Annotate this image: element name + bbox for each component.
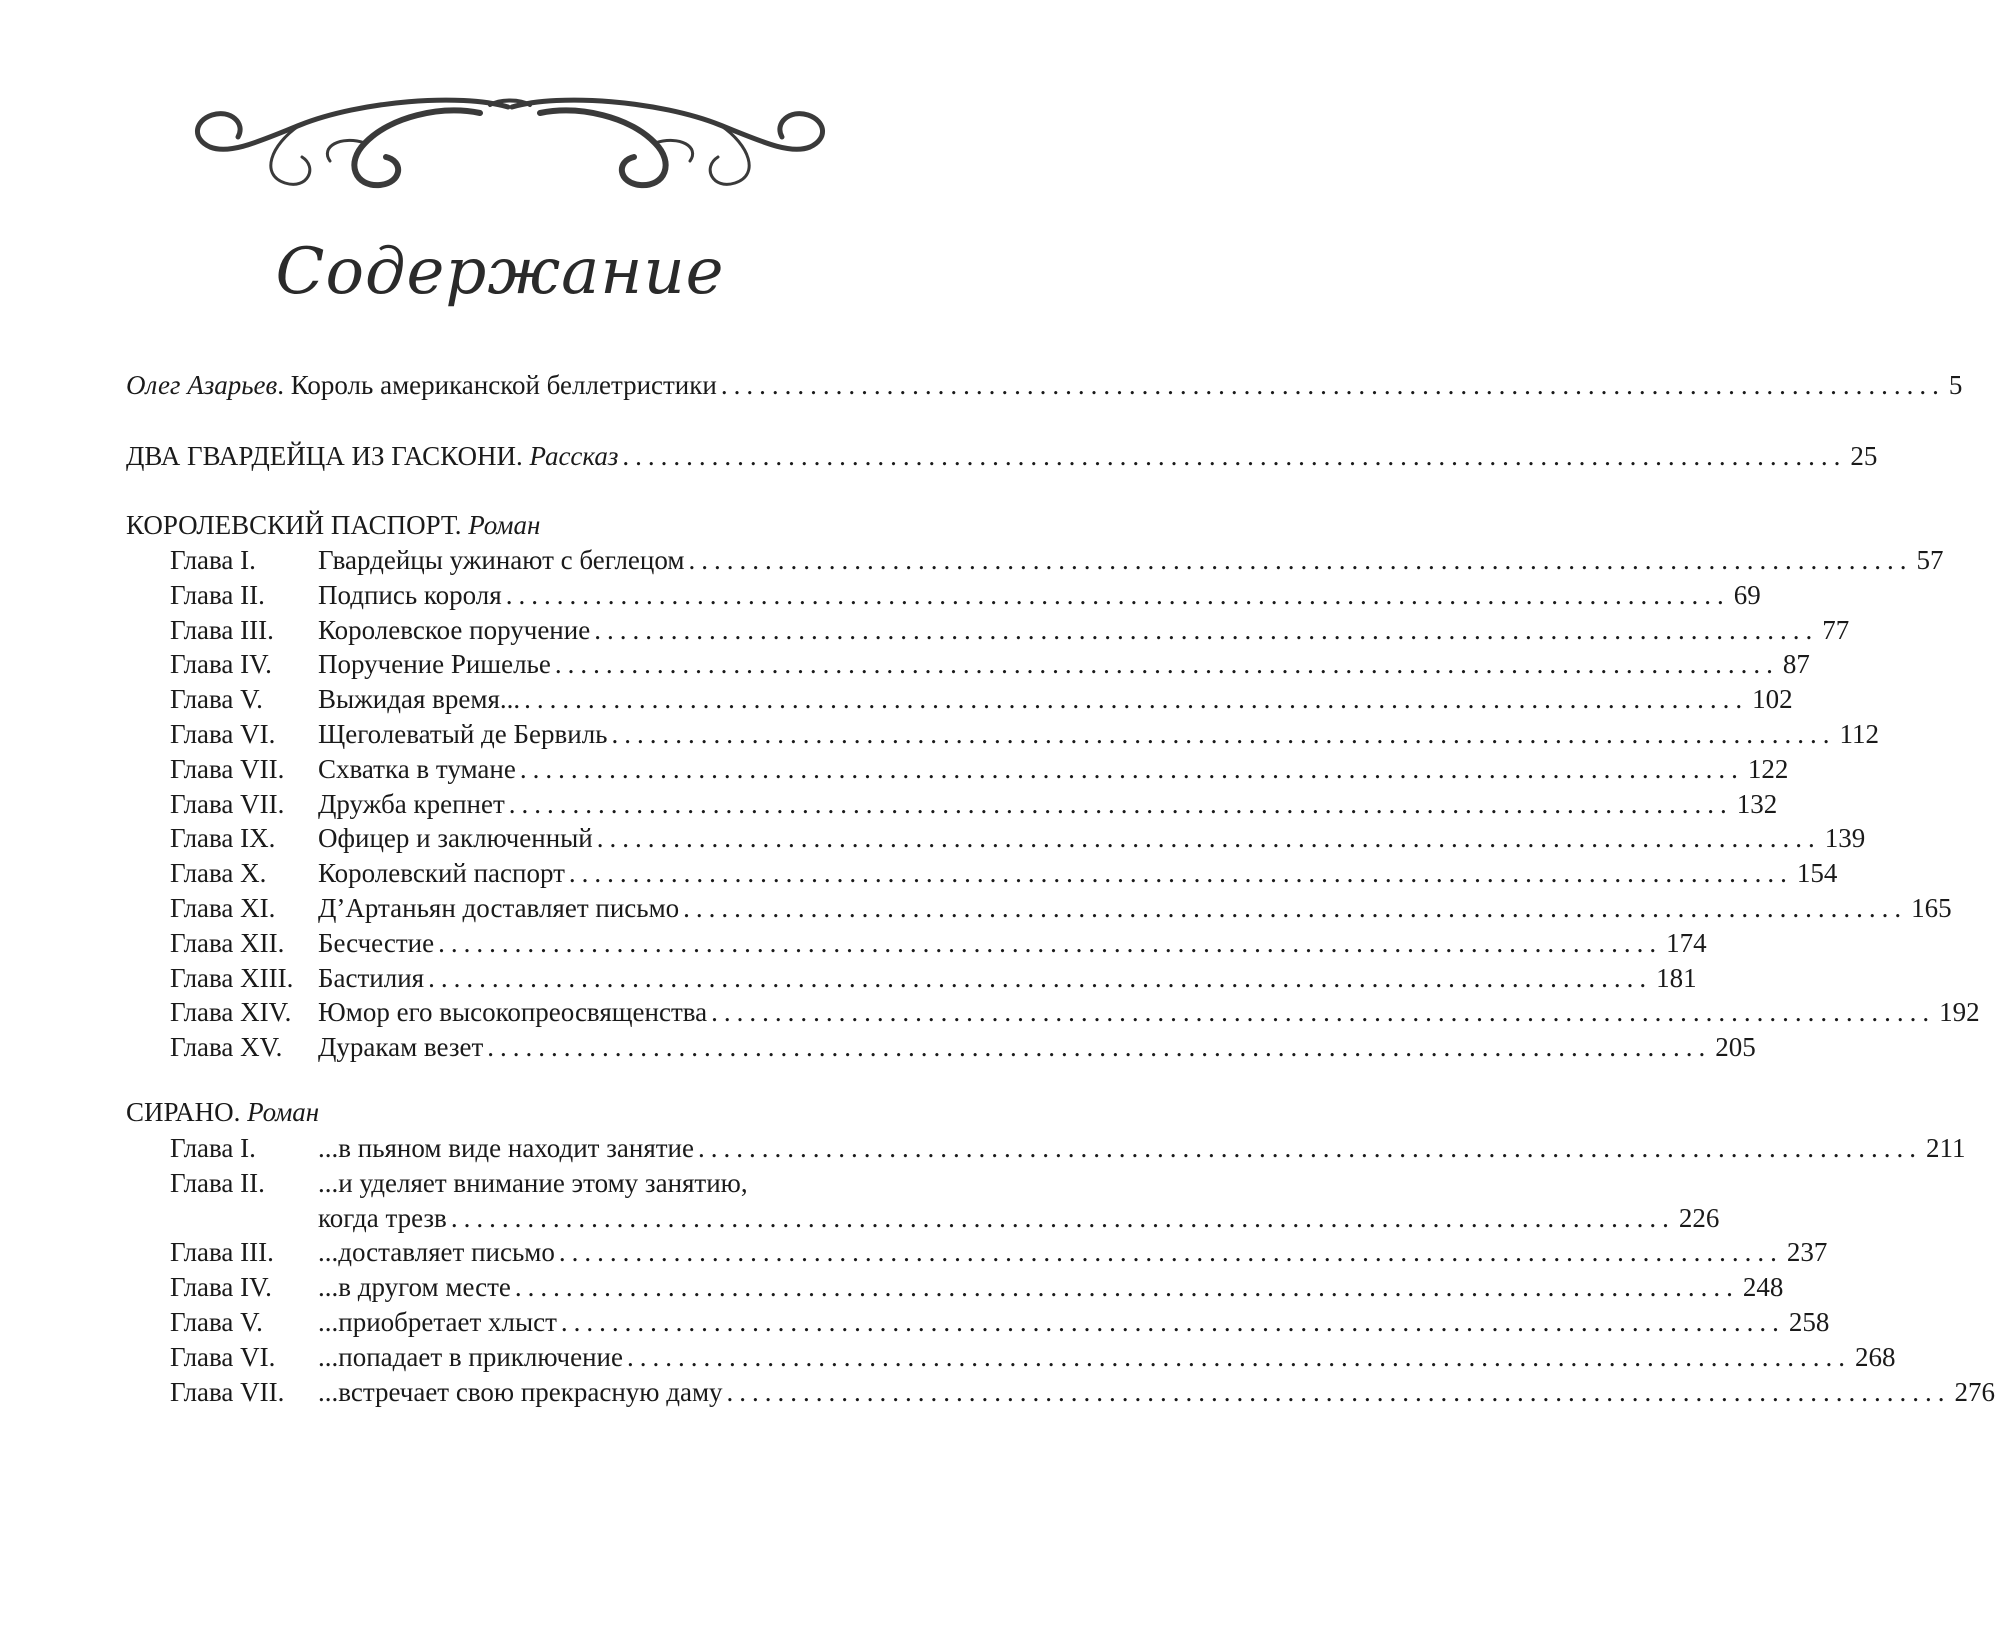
chapter-title: Юмор его высокопреосвященства xyxy=(318,997,708,1028)
chapter-title: ...встречает свою прекрасную даму xyxy=(318,1376,723,1407)
chapter-title: Подпись короля xyxy=(318,579,502,610)
chapter-entry[interactable] xyxy=(170,716,1879,752)
page-number: 192 xyxy=(1939,997,1980,1028)
chapter-entry[interactable] xyxy=(170,820,1866,856)
novel-genre: Роман xyxy=(468,510,541,540)
page-number: 25 xyxy=(1850,441,1878,471)
chapter-label: Глава I. xyxy=(170,1133,256,1163)
chapter-label: Глава IV. xyxy=(170,1272,272,1303)
page-number: 165 xyxy=(1911,893,1952,923)
chapter-title: Королевский паспорт xyxy=(318,858,565,889)
page-number: 205 xyxy=(1715,1032,1756,1063)
chapter-title: ...доставляет письмо xyxy=(318,1237,555,1268)
chapter-title: Д’Артаньян доставляет письмо xyxy=(318,893,680,923)
chapter-entry[interactable] xyxy=(170,612,1850,648)
page-number: 226 xyxy=(1678,1202,1720,1233)
chapter-entry[interactable] xyxy=(170,577,1761,613)
chapter-title: Бастилия xyxy=(318,962,425,993)
leader-dots: ................................................................................................ xyxy=(626,1341,1851,1372)
chapter-label: Глава V. xyxy=(170,1307,263,1337)
section-heading-cyrano xyxy=(126,1094,319,1130)
chapter-entry[interactable] xyxy=(170,681,1793,717)
leader-dots: ................................................................................................ xyxy=(524,684,1749,715)
page-number: 211 xyxy=(1925,1133,1966,1163)
leader-dots: ................................................................................................ xyxy=(683,893,1908,923)
leader-dots: ................................................................................................ xyxy=(622,441,1847,471)
chapter-entry[interactable] xyxy=(170,1374,1995,1410)
chapter-title: Дружба крепнет xyxy=(318,788,505,819)
leader-dots: ................................................................................................ xyxy=(594,614,1819,645)
chapter-entry[interactable] xyxy=(170,925,1707,961)
chapter-entry[interactable] xyxy=(170,994,1980,1030)
chapter-label: Глава V. xyxy=(170,684,263,715)
novel-title: СИРАНО. xyxy=(126,1097,241,1127)
leader-dots: ................................................................................................ xyxy=(558,1237,1783,1268)
leader-dots: ................................................................................................ xyxy=(554,649,1779,680)
leader-dots: ................................................................................................ xyxy=(697,1133,1922,1163)
chapter-entry[interactable] xyxy=(170,1165,908,1201)
leader-dots: ................................................................................................ xyxy=(560,1307,1785,1337)
chapter-label: Глава III. xyxy=(170,1237,274,1268)
chapter-title: Выжидая время... xyxy=(318,684,521,715)
page-number: 139 xyxy=(1824,823,1866,854)
chapter-title: ...попадает в приключение xyxy=(318,1341,623,1372)
chapter-title: ...в пьяном виде находит занятие xyxy=(318,1133,694,1163)
chapter-entry-continuation[interactable] xyxy=(318,1200,1720,1236)
leader-dots: ................................................................................................ xyxy=(720,370,1945,400)
chapter-label: Глава III. xyxy=(170,614,274,645)
flourish-ornament-icon xyxy=(190,95,830,205)
chapter-label: Глава X. xyxy=(170,858,267,889)
chapter-title: ...и уделяет внимание этому занятию, xyxy=(318,1167,748,1198)
chapter-title-continuation: когда трезв xyxy=(318,1202,447,1233)
page-number: 132 xyxy=(1736,788,1778,819)
leader-dots: ................................................................................................ xyxy=(487,1032,1712,1063)
story-genre: Рассказ xyxy=(529,441,619,471)
chapter-label: Глава IV. xyxy=(170,649,272,680)
chapter-entry[interactable] xyxy=(170,1029,1756,1065)
chapter-label: Глава VI. xyxy=(170,1341,276,1372)
chapter-title: Щеголеватый де Бервиль xyxy=(318,719,608,749)
page-number: 268 xyxy=(1854,1341,1896,1372)
chapter-label: Глава XI. xyxy=(170,893,276,923)
leader-dots: ................................................................................................ xyxy=(688,545,1913,575)
chapter-title: Схватка в тумане xyxy=(318,753,516,784)
page-number: 258 xyxy=(1788,1307,1830,1337)
chapter-label: Глава II. xyxy=(170,579,265,610)
chapter-label: Глава VI. xyxy=(170,719,276,749)
chapter-label: Глава IX. xyxy=(170,823,276,854)
chapter-title: Поручение Ришелье xyxy=(318,649,551,680)
chapter-title: Гвардейцы ужинают с беглецом xyxy=(318,545,685,575)
leader-dots: ................................................................................................ xyxy=(450,1202,1675,1233)
novel-title: КОРОЛЕВСКИЙ ПАСПОРТ. xyxy=(126,510,462,540)
page-title: Содержание xyxy=(275,235,725,309)
chapter-label: Глава XIV. xyxy=(170,997,292,1028)
chapter-entry[interactable] xyxy=(170,1304,1830,1340)
chapter-label: Глава XV. xyxy=(170,1032,283,1063)
page-number: 181 xyxy=(1656,962,1697,993)
chapter-label: Глава II. xyxy=(170,1167,265,1198)
page-number: 87 xyxy=(1782,649,1810,680)
page-number: 248 xyxy=(1742,1272,1784,1303)
page-number: 5 xyxy=(1948,370,1963,400)
leader-dots: ................................................................................................ xyxy=(596,823,1821,854)
chapter-label: Глава VII. xyxy=(170,1376,285,1407)
page-number: 69 xyxy=(1733,579,1761,610)
chapter-entry[interactable] xyxy=(170,646,1810,682)
leader-dots: ................................................................................................ xyxy=(505,579,1730,610)
page-number: 122 xyxy=(1747,753,1789,784)
page-number: 276 xyxy=(1954,1376,1995,1407)
chapter-entry[interactable] xyxy=(170,1339,1896,1375)
chapter-entry[interactable] xyxy=(170,1130,1966,1166)
page-number: 77 xyxy=(1822,614,1850,645)
chapter-title: ...приобретает хлыст xyxy=(318,1307,557,1337)
chapter-entry[interactable] xyxy=(170,855,1838,891)
page-number: 237 xyxy=(1786,1237,1828,1268)
chapter-entry[interactable] xyxy=(170,1269,1784,1305)
leader-dots: ................................................................................................ xyxy=(428,962,1653,993)
chapter-entry[interactable] xyxy=(170,786,1778,822)
leader-dots: ................................................................................................ xyxy=(726,1376,1951,1407)
leader-dots: ................................................................................................ xyxy=(519,753,1744,784)
chapter-label: Глава I. xyxy=(170,545,256,575)
chapter-label: Глава VII. xyxy=(170,788,285,819)
page-number: 112 xyxy=(1839,719,1879,749)
leader-dots: ................................................................................................ xyxy=(711,997,1936,1028)
story-title: ДВА ГВАРДЕЙЦА ИЗ ГАСКОНИ. xyxy=(126,441,523,471)
toc-entry-story[interactable] xyxy=(126,438,1878,474)
leader-dots: ................................................................................................ xyxy=(568,858,1793,889)
leader-dots: ................................................................................................ xyxy=(514,1272,1739,1303)
chapter-entry[interactable] xyxy=(170,542,1944,578)
chapter-title: Бесчестие xyxy=(318,927,435,958)
page-number: 102 xyxy=(1752,684,1793,715)
leader-dots: ................................................................................................ xyxy=(611,719,1836,749)
intro-author: Олег Азарьев xyxy=(126,370,278,400)
chapter-label: Глава VII. xyxy=(170,753,285,784)
chapter-label: Глава XIII. xyxy=(170,962,294,993)
chapter-label: Глава XII. xyxy=(170,927,285,958)
chapter-entry[interactable] xyxy=(170,1234,1828,1270)
toc-entry-intro[interactable] xyxy=(126,367,1963,403)
novel-genre: Роман xyxy=(247,1097,320,1127)
intro-text: . Король американской беллетристики xyxy=(277,370,717,400)
chapter-title: Дуракам везет xyxy=(318,1032,484,1063)
chapter-entry[interactable] xyxy=(170,960,1697,996)
page-number: 174 xyxy=(1666,927,1707,958)
chapter-entry[interactable] xyxy=(170,890,1952,926)
chapter-entry[interactable] xyxy=(170,751,1789,787)
page-number: 57 xyxy=(1916,545,1944,575)
section-heading-royal-passport xyxy=(126,507,540,543)
chapter-title: ...в другом месте xyxy=(318,1272,511,1303)
leader-dots: ................................................................................................ xyxy=(438,927,1663,958)
leader-dots: ................................................................................................ xyxy=(508,788,1733,819)
chapter-title: Королевское поручение xyxy=(318,614,591,645)
page-number: 154 xyxy=(1796,858,1838,889)
chapter-title: Офицер и заключенный xyxy=(318,823,593,854)
